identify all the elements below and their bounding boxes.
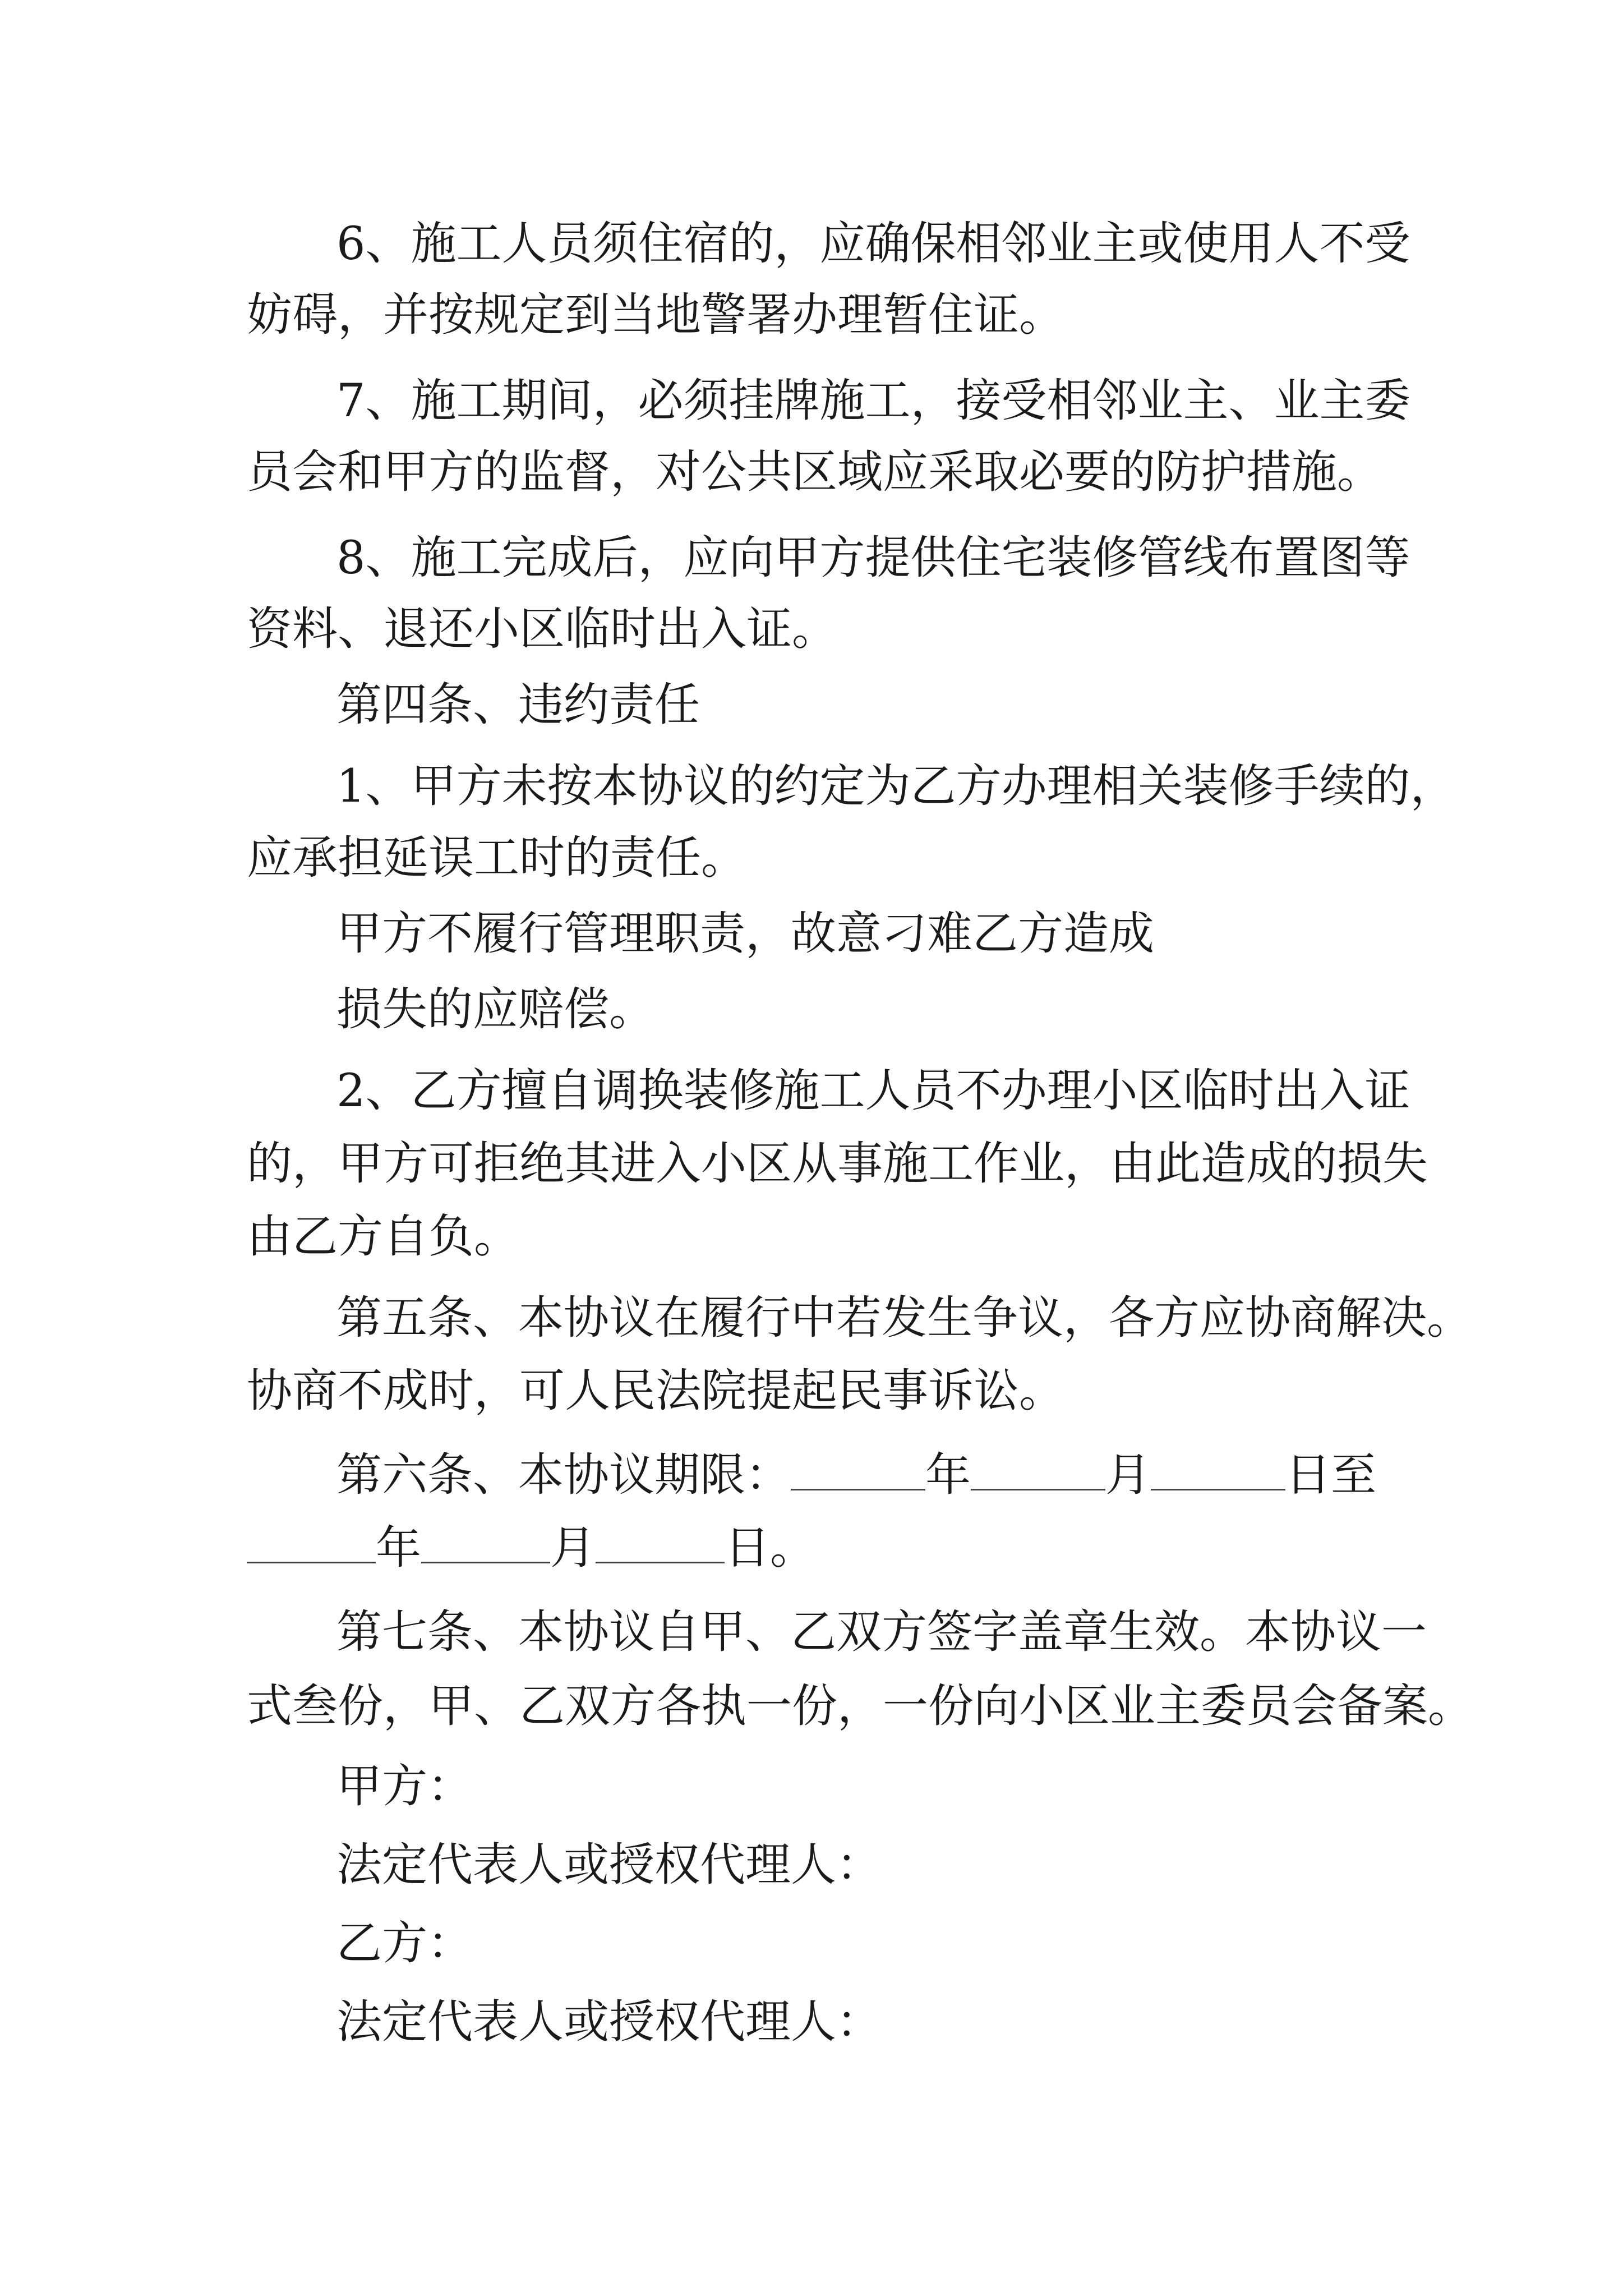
article-4-heading: 第四条、违约责任 [336,679,700,731]
end-day-blank[interactable] [596,1521,725,1563]
start-year-label: 年 [925,1449,971,1502]
clause-8-line-1: 8、施工完成后，应向甲方提供住宅装修管线布置图等 [336,532,1410,585]
clause-8-line-2: 资料、退还小区临时出入证。 [247,603,838,656]
party-a-label: 甲方： [336,1760,473,1813]
article-6-line-2 [247,1520,815,1576]
clause-7-line-2: 员会和甲方的监督，对公共区域应采取必要的防护措施。 [247,446,1383,499]
clause-6-line-2: 妨碍，并按规定到当地警署办理暂住证。 [247,289,1065,342]
start-month-label: 月 [1105,1449,1151,1502]
article-4-item-2-line-3: 由乙方自负。 [247,1211,520,1263]
article-4-item-1-line-2: 应承担延误工时的责任。 [247,832,747,885]
article-6-line-1 [336,1447,1376,1503]
end-year-blank[interactable] [247,1521,376,1563]
article-4-item-1-line-1: 1、甲方未按本协议的约定为乙方办理相关装修手续的， [336,760,1456,813]
start-month-blank[interactable] [971,1448,1105,1490]
end-day-label: 日。 [725,1522,816,1575]
end-month-label: 月 [550,1522,596,1575]
start-day-blank[interactable] [1151,1448,1285,1490]
party-b-label: 乙方： [336,1917,473,1970]
clause-7-line-1: 7、施工期间，必须挂牌施工，接受相邻业主、业主委 [336,375,1410,427]
end-year-label: 年 [376,1522,422,1575]
article-6-prefix: 第六条、本协议期限： [336,1449,791,1502]
article-4-item-1b-line-1: 甲方不履行管理职责，故意刁难乙方造成 [336,908,1155,960]
article-4-item-1b-line-2: 损失的应赔偿。 [336,983,655,1036]
party-a-representative-label: 法定代表人或授权代理人： [336,1839,882,1892]
article-5-line-1: 第五条、本协议在履行中若发生争议，各方应协商解决。 [336,1292,1473,1345]
article-4-item-2-line-2: 的，甲方可拒绝其进入小区从事施工作业，由此造成的损失 [247,1138,1428,1190]
article-7-line-2: 式叁份，甲、乙双方各执一份，一份向小区业主委员会备案。 [247,1680,1474,1733]
article-5-line-2: 协商不成时，可人民法院提起民事诉讼。 [247,1365,1065,1418]
start-day-label: 日至 [1285,1449,1377,1502]
article-4-item-2-line-1: 2、乙方擅自调换装修施工人员不办理小区临时出入证 [336,1065,1410,1117]
clause-6-line-1: 6、施工人员须住宿的，应确保相邻业主或使用人不受 [336,218,1410,270]
party-b-representative-label: 法定代表人或授权代理人： [336,1996,882,2049]
start-year-blank[interactable] [791,1448,925,1490]
end-month-blank[interactable] [421,1521,550,1563]
article-7-line-1: 第七条、本协议自甲、乙双方签字盖章生效。本协议一 [336,1606,1427,1659]
